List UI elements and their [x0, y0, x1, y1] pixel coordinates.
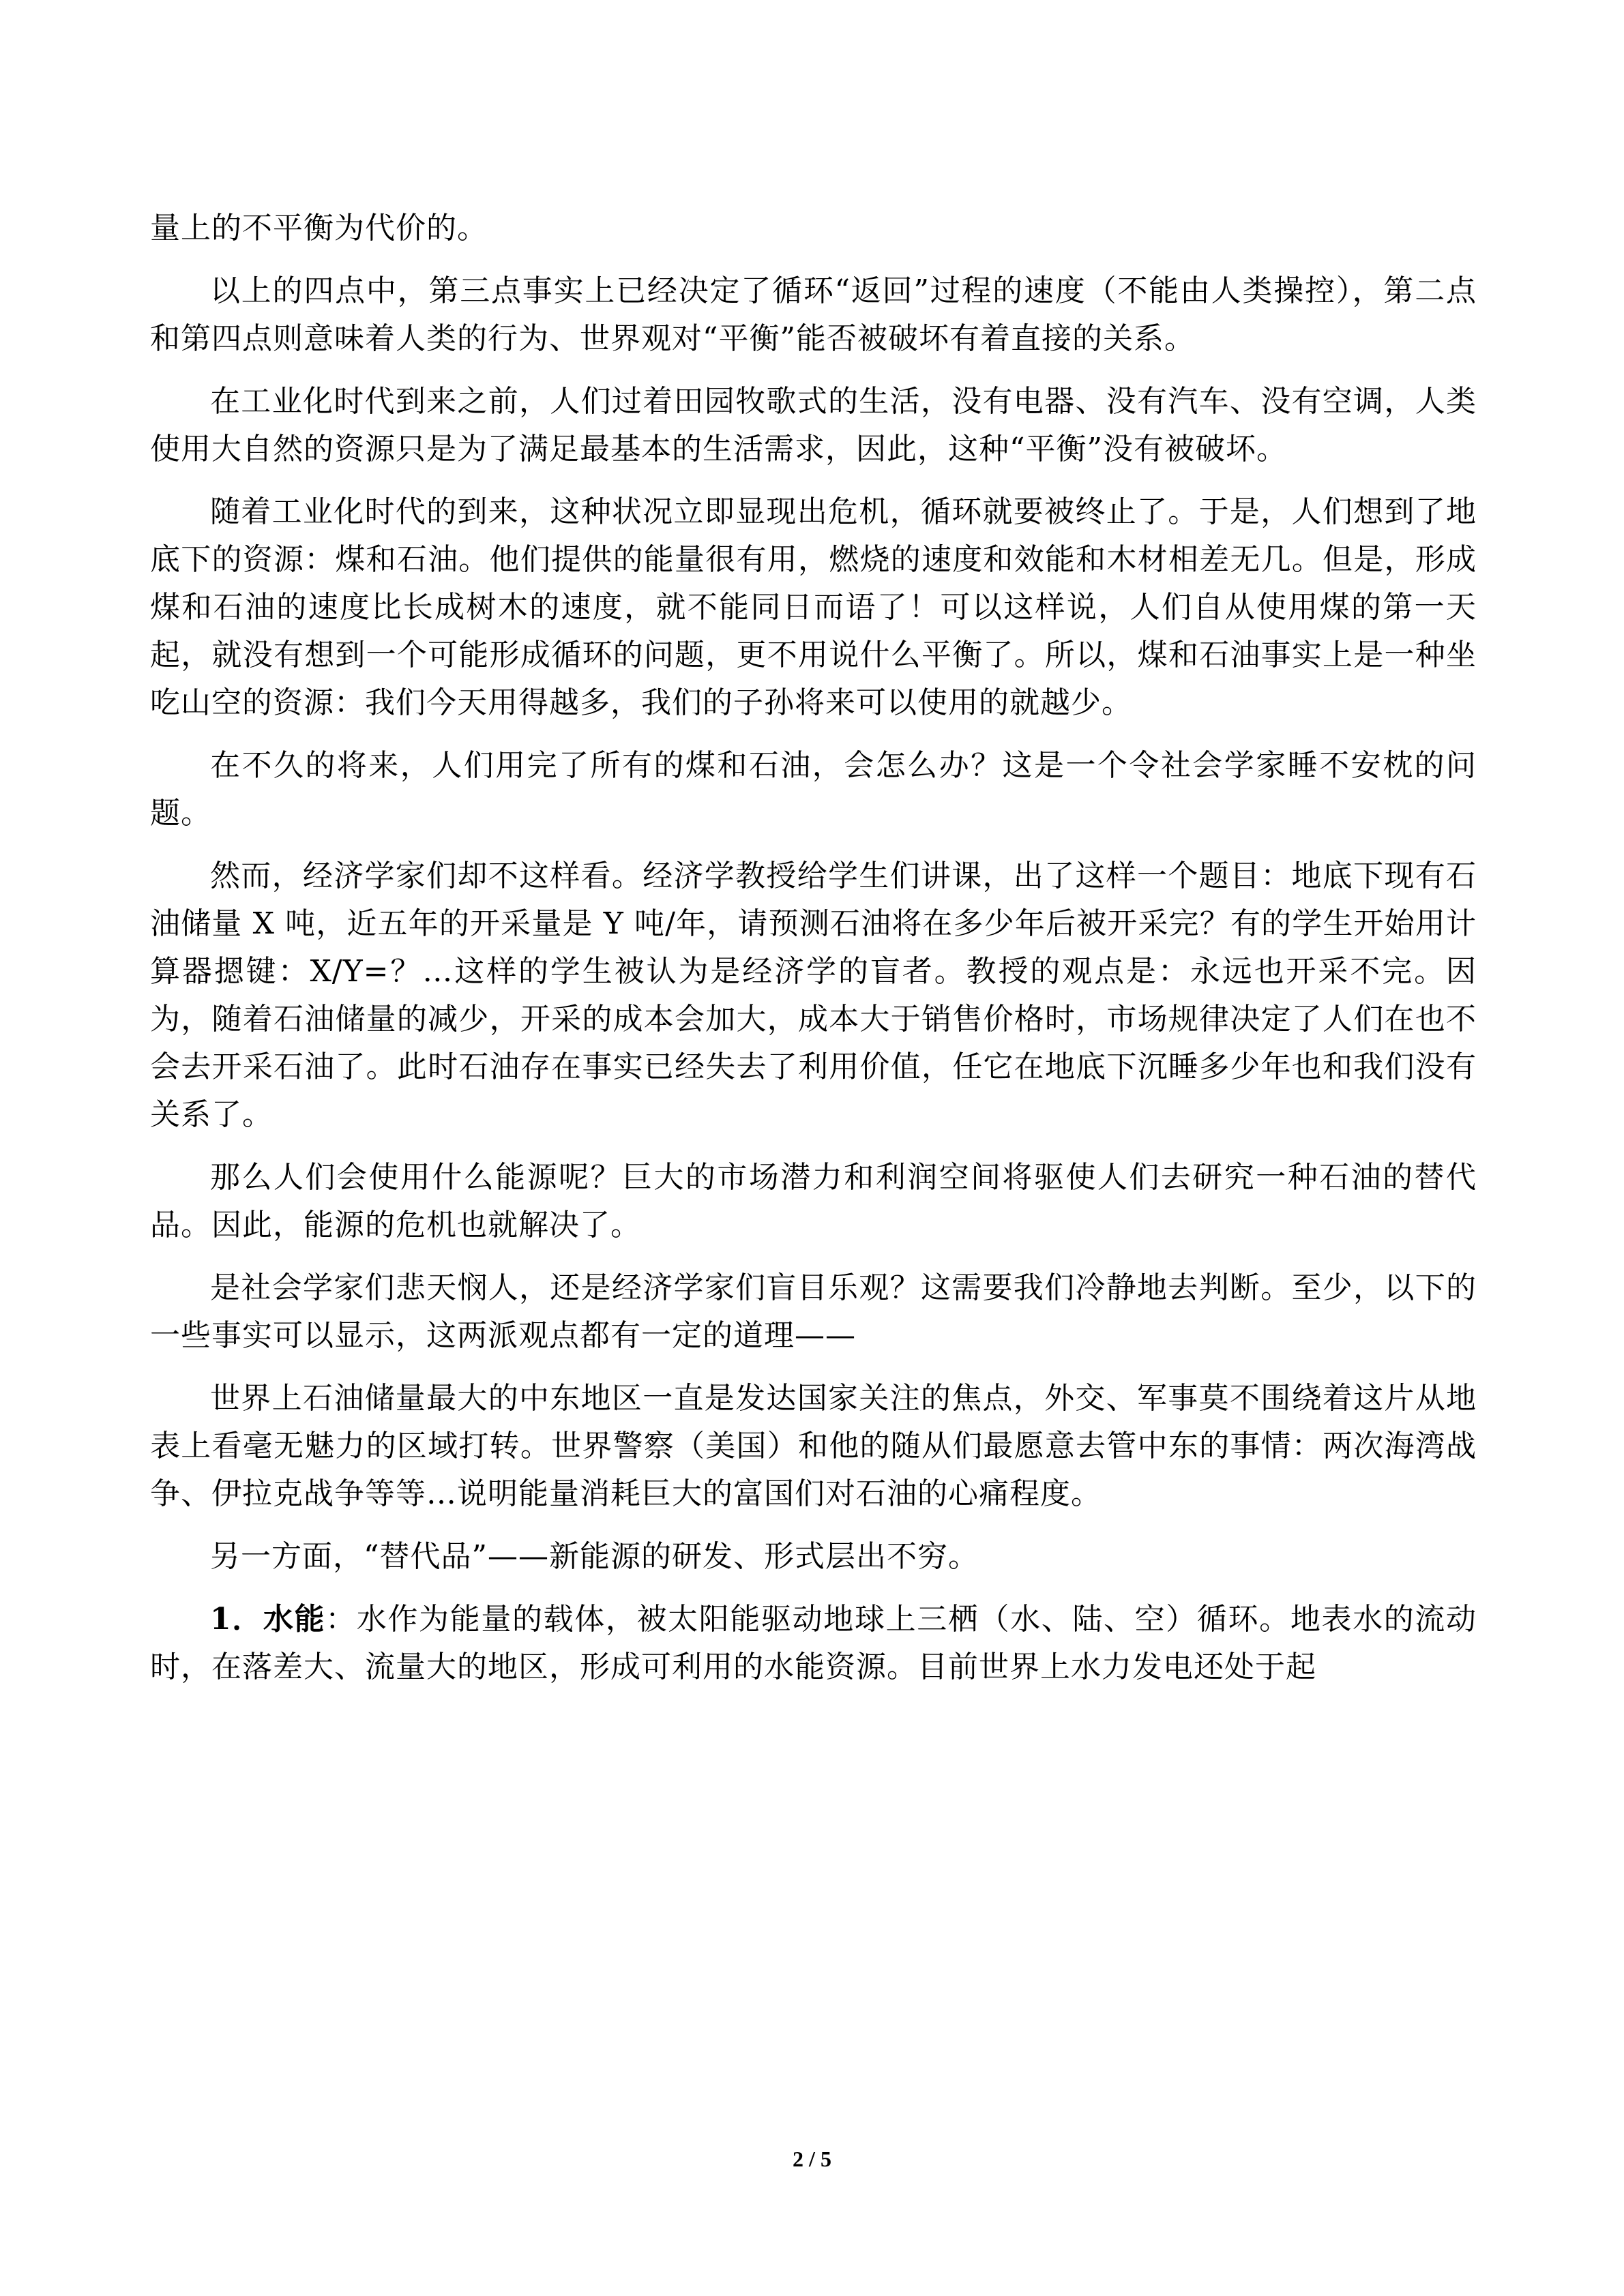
- paragraph: 量上的不平衡为代价的。: [150, 211, 488, 245]
- paragraph: 另一方面，“替代品”——新能源的研发、形式层出不穷。: [210, 1539, 979, 1574]
- paragraph: 世界上石油储量最大的中东地区一直是发达国家关注的焦点，外交、军事莫不围绕着这片从地表上看毫无魅力的区域打转。世界警察（美国）和他的随从们最愿意去管中东的事情：两次海湾战争、伊拉克战争等等…说明能量消耗巨大的富国们对石油的心痛程度。: [150, 1381, 1477, 1511]
- numbered-paragraph-hydropower: [150, 1596, 1477, 1691]
- paragraph: 随着工业化时代的到来，这种状况立即显现出危机，循环就要被终止了。于是，人们想到了地底下的资源：煤和石油。他们提供的能量很有用，燃烧的速度和效能和木材相差无几。但是，形成煤和石油的速度比长成树木的速度，就不能同日而语了！可以这样说，人们自从使用煤的第一天起，就没有想到一个可能形成循环的问题，更不用说什么平衡了。所以，煤和石油事实上是一种坐吃山空的资源：我们今天用得越多，我们的子孙将来可以使用的就越少。: [150, 494, 1477, 720]
- page-number: 2 / 5: [793, 2147, 831, 2171]
- paragraph: 以上的四点中，第三点事实上已经决定了循环“返回”过程的速度（不能由人类操控），第二点和第四点则意味着人类的行为、世界观对“平衡”能否被破坏有着直接的关系。: [150, 273, 1477, 356]
- paragraph: 在工业化时代到来之前，人们过着田园牧歌式的生活，没有电器、没有汽车、没有空调，人类使用大自然的资源只是为了满足最基本的生活需求，因此，这种“平衡”没有被破坏。: [150, 384, 1477, 466]
- body-text: [150, 205, 1477, 1706]
- item-text: ：水作为能量的载体，被太阳能驱动地球上三栖（水、陆、空）循环。地表水的流动时，在落差大、流量大的地区，形成可利用的水能资源。目前世界上水力发电还处于起: [150, 1602, 1477, 1684]
- paragraph: 在不久的将来，人们用完了所有的煤和石油，会怎么办？这是一个令社会学家睡不安枕的问题。: [150, 748, 1477, 831]
- paragraph: 然而，经济学家们却不这样看。经济学教授给学生们讲课，出了这样一个题目：地底下现有石油储量 X 吨，近五年的开采量是 Y 吨/年，请预测石油将在多少年后被开采完？有的学生开始用计算器摁键：X/Y=？…这样的学生被认为是经济学的盲者。教授的观点是：永远也开采不完。因为，随着石油储量的减少，开采的成本会加大，成本大于销售价格时，市场规律决定了人们在也不会去开采石油了。此时石油存在事实已经失去了利用价值，任它在地底下沉睡多少年也和我们没有关系了。: [150, 859, 1477, 1132]
- item-label: 1．水能: [210, 1602, 326, 1637]
- paragraph: 那么人们会使用什么能源呢？巨大的市场潜力和利润空间将驱使人们去研究一种石油的替代品。因此，能源的危机也就解决了。: [150, 1160, 1477, 1242]
- paragraph: 是社会学家们悲天悯人，还是经济学家们盲目乐观？这需要我们冷静地去判断。至少，以下的一些事实可以显示，这两派观点都有一定的道理——: [150, 1270, 1477, 1353]
